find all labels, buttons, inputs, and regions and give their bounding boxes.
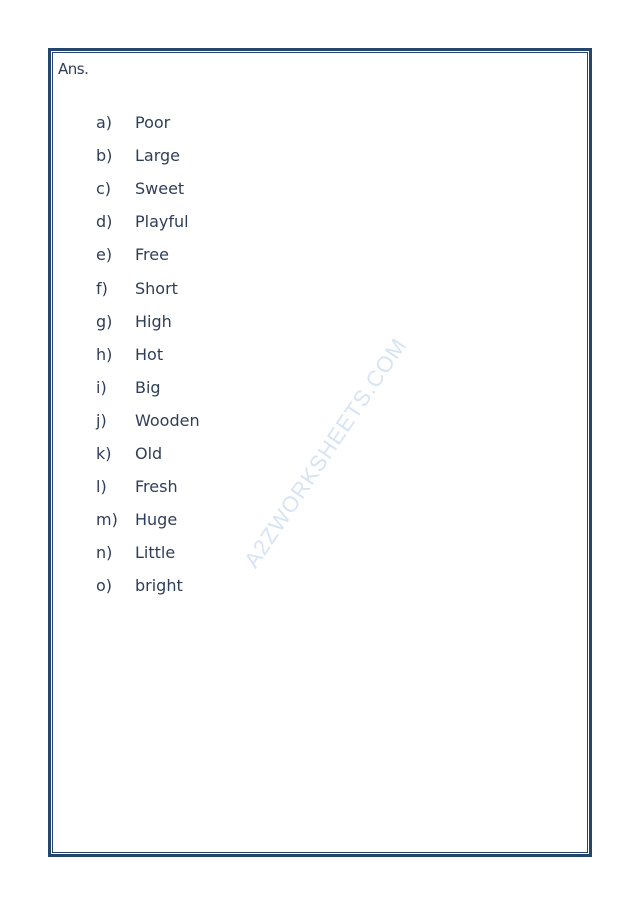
answer-item-m <box>96 503 200 536</box>
answer-letter: a) <box>96 113 113 133</box>
answer-word: Fresh <box>135 477 178 497</box>
answer-letter: i) <box>96 377 107 397</box>
answer-letter: k) <box>96 443 112 463</box>
answer-letter: c) <box>96 179 112 199</box>
answer-item-n <box>96 536 200 569</box>
answer-item-l <box>96 470 200 503</box>
answer-word: Old <box>135 443 163 463</box>
answer-letter: h) <box>96 344 113 364</box>
answer-item-c <box>96 172 200 205</box>
answer-letter: d) <box>96 212 113 232</box>
answer-word: Big <box>135 377 161 397</box>
answer-item-d <box>96 205 200 238</box>
answer-letter: m) <box>96 510 118 530</box>
answer-list <box>96 106 200 602</box>
answer-item-b <box>96 139 200 172</box>
answer-letter: n) <box>96 543 113 563</box>
answer-letter: e) <box>96 245 113 265</box>
answer-word: Little <box>135 543 176 563</box>
answer-word: Huge <box>135 510 178 530</box>
answer-item-a <box>96 106 200 139</box>
answer-item-g <box>96 305 200 338</box>
answer-letter: j) <box>96 410 107 430</box>
answers-heading: Ans. <box>58 60 89 78</box>
answer-word: Free <box>135 245 169 265</box>
answer-item-e <box>96 238 200 271</box>
answer-item-f <box>96 271 200 304</box>
answer-letter: g) <box>96 311 113 331</box>
answer-letter: o) <box>96 576 113 596</box>
answer-letter: f) <box>96 278 108 298</box>
answer-word: Wooden <box>135 410 200 430</box>
answer-item-i <box>96 371 200 404</box>
answer-word: Playful <box>135 212 189 232</box>
answer-word: High <box>135 311 172 331</box>
answer-letter: b) <box>96 146 113 166</box>
answer-word: Large <box>135 146 181 166</box>
answer-word: Hot <box>135 344 164 364</box>
answer-word: Poor <box>135 113 171 133</box>
watermark-text: A2ZWORKSHEETS.COM <box>239 333 412 573</box>
answer-word: Sweet <box>135 179 185 199</box>
answer-item-h <box>96 338 200 371</box>
answer-item-o <box>96 569 200 602</box>
answer-word: bright <box>135 576 183 596</box>
answer-item-j <box>96 404 200 437</box>
answer-letter: l) <box>96 477 107 497</box>
answer-word: Short <box>135 278 178 298</box>
answer-item-k <box>96 437 200 470</box>
